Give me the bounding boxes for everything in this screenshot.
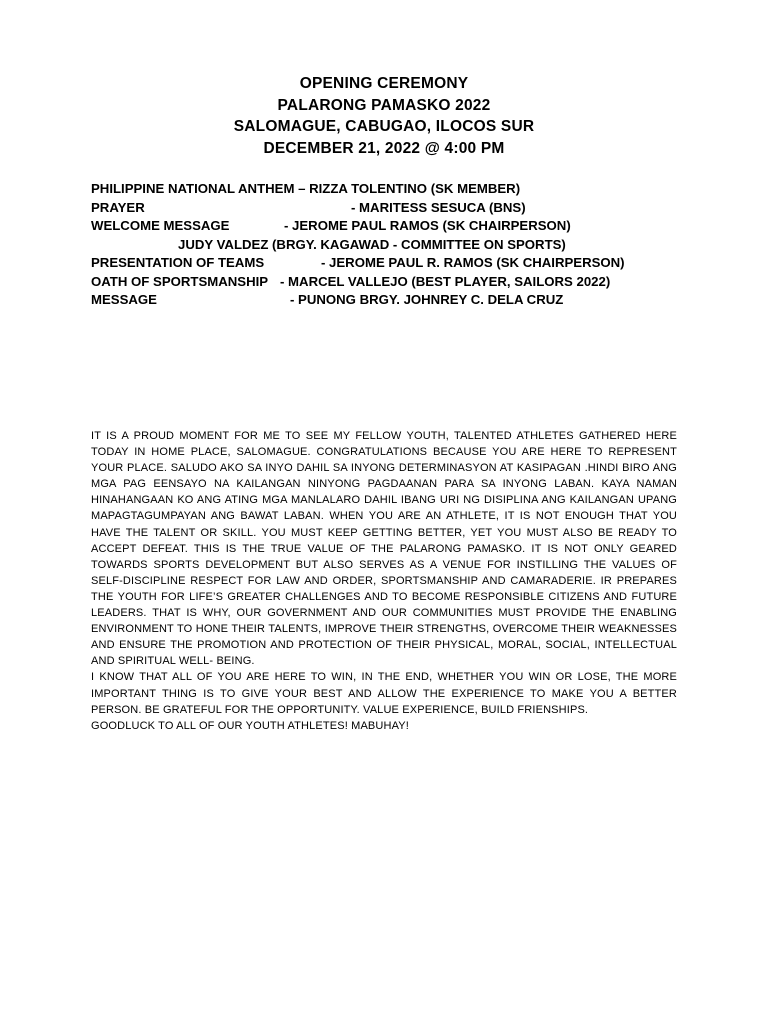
program-item-teams — [91, 254, 671, 273]
program-teams-value: - JEROME PAUL R. RAMOS (SK CHAIRPERSON) — [321, 255, 625, 270]
speech-closing: GOODLUCK TO ALL OF OUR YOUTH ATHLETES! MABUHAY! — [91, 719, 409, 732]
program-oath-value: - MARCEL VALLEJO (BEST PLAYER, SAILORS 2022) — [280, 273, 611, 289]
program-anthem-label: PHILIPPINE NATIONAL ANTHEM – RIZZA TOLENTINO (SK MEMBER) — [91, 181, 521, 196]
program-prayer-value: - MARITESS SESUCA (BNS) — [351, 199, 526, 215]
header-date-time: DECEMBER 21, 2022 @ 4:00 PM — [263, 139, 505, 157]
program-item-prayer — [91, 199, 671, 218]
program-welcome-value: - JEROME PAUL RAMOS (SK CHAIRPERSON) — [284, 218, 571, 233]
program-item-message — [91, 291, 671, 310]
speech-paragraph: IT IS A PROUD MOMENT FOR ME TO SEE MY FELLOW YOUTH, TALENTED ATHLETES GATHERED HERE TODAY IN HOME PLACE, SALOMAGUE. CONGRATULATIONS BECAUSE YOU ARE HERE TO REPRESENT YOUR PLACE. SALUDO AKO SA INYO DAHIL SA INYONG DETERMINASYON AT KASIPAGAN .HINDI BIRO ANG MGA PAG EENSAYO NA KAILANGAN NINYONG PAGDAANAN PARA SA INYONG LABAN. KAYA NAMAN HINAHANGAAN KO ANG ATING MGA MANLALARO DAHIL IBANG URI NG DISIPLINA ANG KAILANGAN UPANG MAPAGTAGUMPAYAN ANG BAWAT LABAN. WHEN YOU ARE AN ATHLETE, IT IS NOT ENOUGH THAT YOU HAVE THE TALENT OR SKILL. YOU MUST KEEP GETTING BETTER, YET YOU MUST ALSO BE READY TO ACCEPT DEFEAT. THIS IS THE TRUE VALUE OF THE PALARONG PAMASKO. IT IS NOT ONLY GEARED TOWARDS SPORTS DEVELOPMENT BUT ALSO SERVES AS A VENUE FOR INSTILLING THE VALUES OF SELF-DISCIPLINE RESPECT FOR LAW AND ORDER, SPORTSMANSHIP AND CAMARADERIE. IR PREPARES THE YOUTH FOR LIFE’S GREATER CHALLENGES AND TO BECOME RESPONSIBLE CITIZENS AND FUTURE LEADERS. THAT IS WHY, OUR GOVERNMENT AND OUR COMMUNITIES MUST PROVIDE THE ENABLING ENVIRONMENT TO HONE THEIR TALENTS, IMPROVE THEIR STRENGTHS, OVERCOME THEIR WEAKNESSES AND ENSURE THE PROMOTION AND PROTECTION OF THEIR PHYSICAL, MORAL, SOCIAL, INTELLECTUAL AND SPIRITUAL WELL- BEING. — [91, 430, 677, 668]
program-message-label: MESSAGE — [91, 292, 157, 307]
header-venue: SALOMAGUE, CABUGAO, ILOCOS SUR — [233, 118, 535, 135]
program-message-value: - PUNONG BRGY. JOHNREY C. DELA CRUZ — [290, 292, 564, 307]
header-event-name: PALARONG PAMASKO 2022 — [277, 96, 491, 114]
program-oath-label: OATH OF SPORTSMANSHIP — [91, 273, 269, 289]
program-item-anthem — [91, 180, 671, 199]
program-teams-label: PRESENTATION OF TEAMS — [91, 255, 265, 270]
speech-paragraph: I KNOW THAT ALL OF YOU ARE HERE TO WIN, IN THE END, WHETHER YOU WIN OR LOSE, THE MORE IMPORTANT THING IS TO GIVE YOUR BEST AND ALLOW THE EXPERIENCE TO MAKE YOU A BETTER PERSON. BE GRATEFUL FOR THE OPPORTUNITY. VALUE EXPERIENCE, BUILD FRIENSHIPS. — [91, 671, 677, 716]
program-list — [91, 180, 671, 310]
program-item-welcome — [91, 217, 671, 236]
program-item-welcome-continuation — [91, 236, 671, 255]
program-welcome-continuation: JUDY VALDEZ (BRGY. KAGAWAD - COMMITTEE ON SPORTS) — [178, 236, 566, 252]
header-title: OPENING CEREMONY — [299, 75, 469, 92]
document-header — [0, 73, 768, 159]
program-welcome-label: WELCOME MESSAGE — [91, 218, 230, 233]
program-prayer-label: PRAYER — [91, 199, 145, 215]
program-item-oath — [91, 273, 671, 292]
speech-body — [91, 428, 677, 734]
